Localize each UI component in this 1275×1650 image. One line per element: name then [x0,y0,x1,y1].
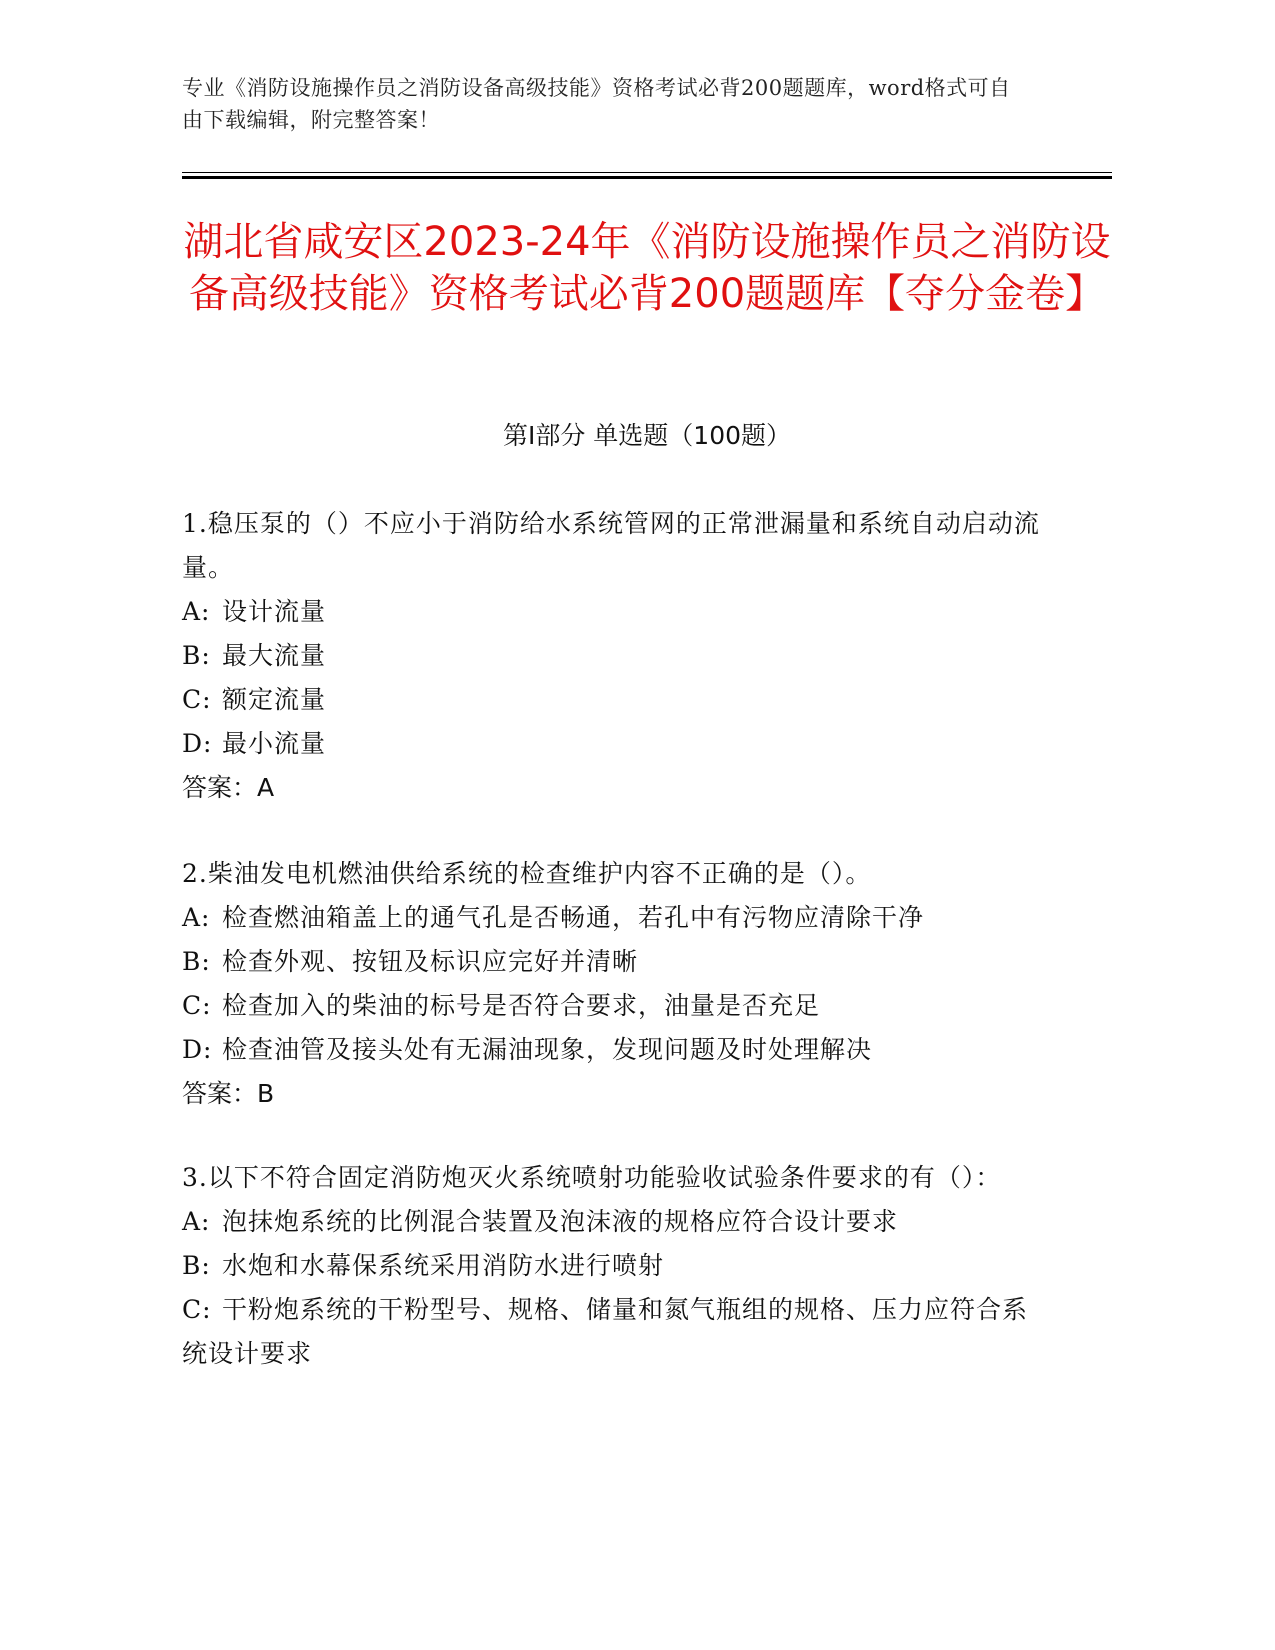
option-letter: B: [182,1251,211,1280]
header-divider-thick [182,176,1112,179]
option-letter: D: [182,1035,213,1064]
option-letter: A: [182,903,211,932]
header-note: 专业《消防设施操作员之消防设备高级技能》资格考试必背200题题库，word格式可自由下载编辑，附完整答案！ [182,76,1011,132]
option-d [182,722,1042,766]
page-title: 湖北省咸安区2023-24年《消防设施操作员之消防设备高级技能》资格考试必背200题题库【夺分金卷】 [183,219,1111,317]
option-b [182,940,1042,984]
option-text: 检查加入的柴油的标号是否符合要求，油量是否充足 [222,991,821,1020]
option-letter: C: [182,991,212,1020]
section-title: 第Ⅰ部分 单选题（100题） [502,421,792,450]
option-c [182,1288,1042,1376]
option-text: 检查外观、按钮及标识应完好并清晰 [222,947,639,976]
option-text: 最小流量 [222,729,327,758]
option-letter: A: [182,1207,211,1236]
option-text: 额定流量 [222,685,327,714]
answer-line: 答案：B [182,1079,275,1108]
option-d [182,1028,1042,1072]
option-text: 水炮和水幕保系统采用消防水进行喷射 [222,1251,665,1280]
answer-line: 答案：A [182,773,275,802]
option-letter: A: [182,597,211,626]
question-3 [182,1156,1042,1376]
option-text: 泡抹炮系统的比例混合装置及泡沫液的规格应符合设计要求 [222,1207,899,1236]
option-b [182,634,1042,678]
header-divider-thin [182,172,1112,173]
question-1 [182,502,1042,810]
option-a [182,1200,1042,1244]
option-letter: D: [182,729,213,758]
option-text: 检查燃油箱盖上的通气孔是否畅通，若孔中有污物应清除干净 [222,903,925,932]
option-a [182,896,1042,940]
option-text: 检查油管及接头处有无漏油现象，发现问题及时处理解决 [222,1035,873,1064]
option-letter: C: [182,685,212,714]
question-2 [182,852,1042,1116]
option-letter: B: [182,947,211,976]
option-b [182,1244,1042,1288]
option-a [182,590,1042,634]
option-c [182,678,1042,722]
option-text: 干粉炮系统的干粉型号、规格、储量和氮气瓶组的规格、压力应符合系统设计要求 [182,1295,1029,1368]
option-letter: C: [182,1295,212,1324]
question-text: 1.稳压泵的（）不应小于消防给水系统管网的正常泄漏量和系统自动启动流量。 [182,509,1040,582]
option-c [182,984,1042,1028]
question-text: 3.以下不符合固定消防炮灭火系统喷射功能验收试验条件要求的有（）： [182,1163,1002,1192]
option-text: 设计流量 [222,597,327,626]
option-text: 最大流量 [222,641,327,670]
option-letter: B: [182,641,211,670]
question-text: 2.柴油发电机燃油供给系统的检查维护内容不正确的是（）。 [182,859,872,888]
